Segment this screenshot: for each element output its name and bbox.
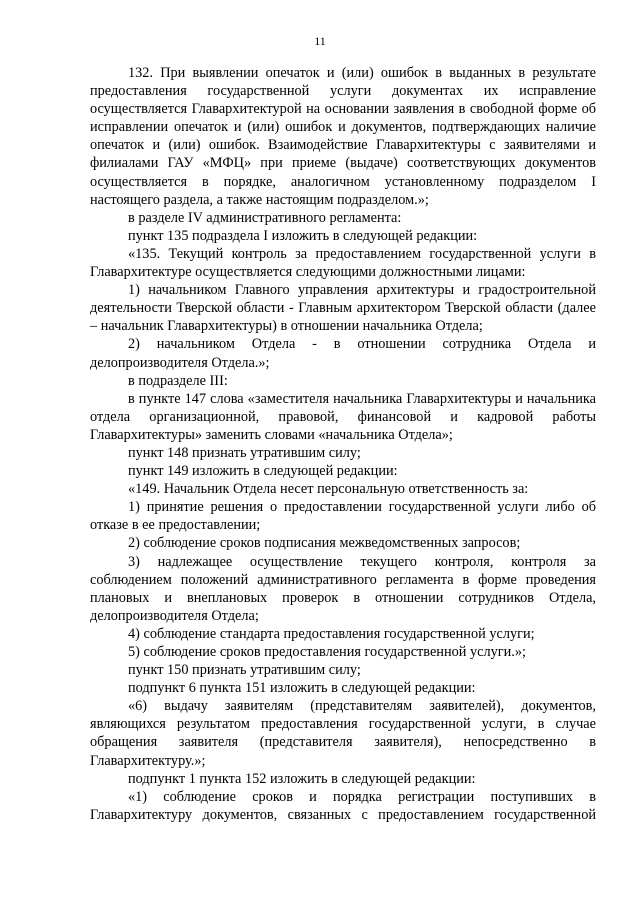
page-number: 11 [314, 34, 326, 48]
paragraph-subsection-iii: в подразделе III: [128, 372, 228, 389]
document-body [90, 64, 596, 824]
paragraph-149-item-4: 4) соблюдение стандарта предоставления государственной услуги; [128, 625, 535, 642]
paragraph-149-item-5: 5) соблюдение сроков предоставления государственной услуги.»; [128, 644, 526, 660]
paragraph-149-item-3: 3) надлежащее осуществление текущего контроля, контроля за соблюдением положений административного регламента в форме проведения плановых и внеплановых проверок в отношении сотрудников Отдела, делопроизводителя Отдела; [90, 553, 596, 624]
paragraph-132: 132. При выявлении опечаток и (или) ошибок в выданных в результате предоставления государственной услуги документах их исправление осуществляется Главархитектурой на основании заявления в свободной форме об исправлении опечаток и (или) ошибок и документов, подтверждающих наличие опечаток и (или) ошибок. Взаимодействие Главархитектуры с заявителями и филиалами ГАУ «МФЦ» при приеме (выдаче) соответствующих документов осуществляется в порядке, аналогичном установленному подразделом I настоящего раздела, а также настоящим подразделом.»; [90, 65, 596, 208]
paragraph-point-151-intro: подпункт 6 пункта 151 изложить в следующей редакции: [128, 680, 476, 697]
paragraph-section-iv: в разделе IV административного регламента: [128, 209, 402, 226]
paragraph-149: «149. Начальник Отдела несет персональную ответственность за: [128, 481, 529, 498]
paragraph-point-150: пункт 150 признать утратившим силу; [128, 662, 361, 679]
paragraph-point-135-intro: пункт 135 подраздела I изложить в следующей редакции: [128, 227, 478, 244]
paragraph-135: «135. Текущий контроль за предоставлением государственной услуги в Главархитектуре осуществляется следующими должностными лицами: [90, 245, 596, 281]
paragraph-point-152-intro: подпункт 1 пункта 152 изложить в следующей редакции: [128, 770, 476, 787]
paragraph-151-item-6: «6) выдачу заявителям (представителям заявителей), документов, являющихся результатом предоставления государственной услуги, в случае обращения заявителя (представителя заявителя), непосредственно в Главархитектуру.»; [90, 698, 596, 769]
paragraph-135-item-1: 1) начальником Главного управления архитектуры и градостроительной деятельности Тверской области - Главным архитектором Тверской области (далее – начальник Главархитектуры) в отношении начальника Отдела; [90, 282, 596, 335]
paragraph-point-149-intro: пункт 149 изложить в следующей редакции: [128, 463, 398, 480]
paragraph-149-item-2: 2) соблюдение сроков подписания межведомственных запросов; [128, 535, 521, 552]
paragraph-point-147: в пункте 147 слова «заместителя начальника Главархитектуры и начальника отдела организационной, правовой, финансовой и кадровой работы Главархитектуры» заменить словами «начальника Отдела»; [90, 390, 596, 443]
paragraph-point-148: пункт 148 признать утратившим силу; [128, 444, 361, 461]
paragraph-152-item-1: «1) соблюдение сроков и порядка регистрации поступивших в Главархитектуру документов, связанных с предоставлением государственной [90, 788, 596, 823]
paragraph-135-item-2: 2) начальником Отдела - в отношении сотрудника Отдела и делопроизводителя Отдела.»; [90, 336, 596, 371]
paragraph-149-item-1: 1) принятие решения о предоставлении государственной услуги либо об отказе в ее предоставлении; [90, 499, 596, 534]
